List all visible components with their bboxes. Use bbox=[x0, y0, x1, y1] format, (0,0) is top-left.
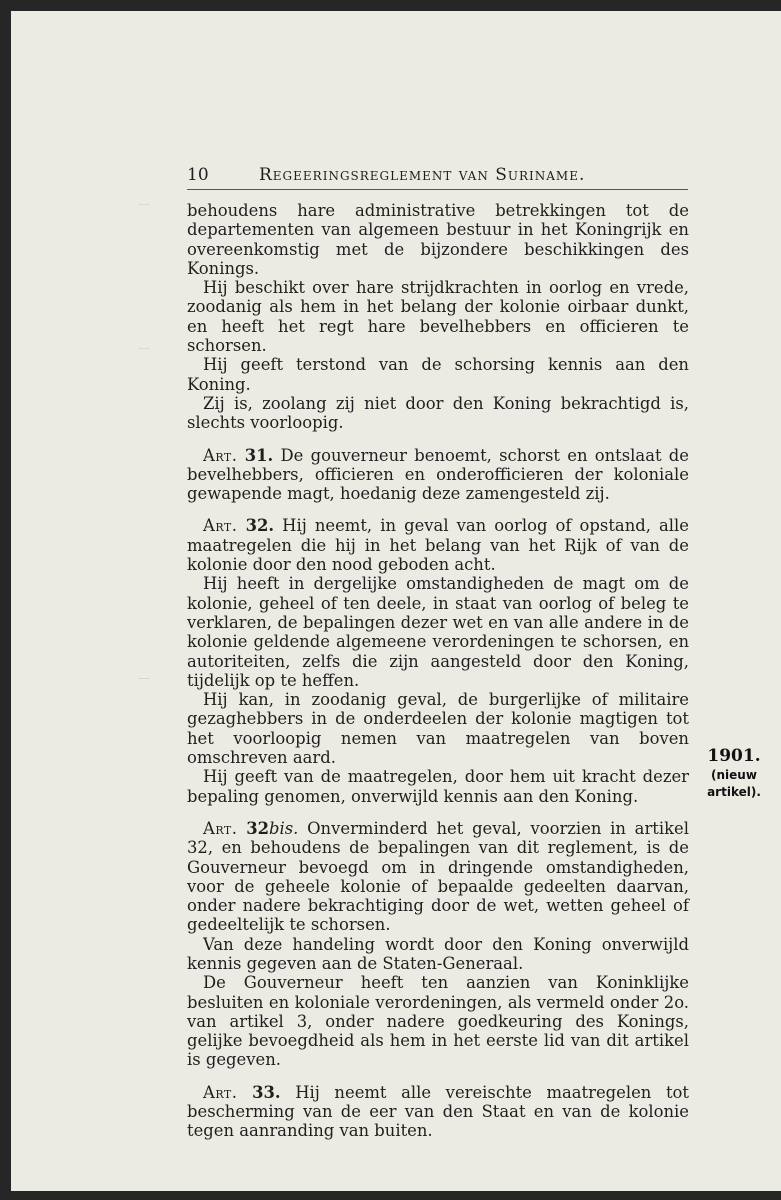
paragraph bbox=[187, 690, 689, 767]
paragraph bbox=[187, 574, 689, 690]
show-through-mark: — bbox=[138, 671, 150, 685]
paragraph bbox=[187, 278, 689, 355]
paragraph bbox=[187, 935, 689, 974]
article-paragraph bbox=[187, 1083, 689, 1141]
paragraph-text: behoudens hare administrative betrekkingen tot de departementen van algemeen bestuur in het Koningrijk en overeenkomstig met de bijzondere beschikkingen des Konings. bbox=[187, 201, 689, 278]
article-paragraph bbox=[187, 516, 689, 574]
article-number: 32 bbox=[246, 818, 270, 838]
paragraph-text: Hij geeft terstond van de schorsing kennis aan den Koning. bbox=[187, 355, 689, 394]
article-text bbox=[187, 201, 689, 1141]
article-number-suffix: bis. bbox=[269, 818, 299, 838]
paragraph-text: Van deze handeling wordt door den Koning onverwijld kennis gegeven aan de Staten-Generaal. bbox=[187, 934, 689, 973]
page-header bbox=[187, 163, 688, 190]
article-paragraph bbox=[187, 819, 689, 935]
margin-note-year: 1901. bbox=[707, 746, 761, 766]
page-number: 10 bbox=[187, 165, 209, 185]
margin-note-line: artikel). bbox=[707, 785, 761, 799]
document-page bbox=[11, 11, 781, 1191]
paragraph-text: Zij is, zoolang zij niet door den Koning bekrachtigd is, slechts voorloopig. bbox=[187, 393, 689, 433]
paragraph-text: Onverminderd het geval, voorzien in artikel 32, en behoudens de bepalingen van dit reglement, is de Gouverneur bevoegd om in dringende omstandigheden, voor de geheele kolonie of bepaalde gedeelten daarvan, onder nadere bekrachtiging door de wet, wetten geheel of gedeeltelijk te schorsen. bbox=[187, 818, 689, 935]
show-through-mark: — bbox=[138, 197, 150, 211]
article-paragraph bbox=[187, 446, 689, 504]
paragraph bbox=[187, 767, 689, 806]
paragraph bbox=[187, 355, 689, 394]
paragraph-text: Hij beschikt over hare strijdkrachten in oorlog en vrede, zoodanig als hem in het belang der kolonie oirbaar dunkt, en heeft het regt hare bevelhebbers en officieren te schorsen. bbox=[187, 278, 689, 356]
paragraph-text: Hij neemt alle vereischte maatregelen tot bescherming van de eer van den Staat en van de kolonie tegen aanranding van buiten. bbox=[187, 1082, 689, 1141]
paragraph-text: De Gouverneur heeft ten aanzien van Koninklijke besluiten en koloniale verordeningen, als vermeld onder 2o. van artikel 3, onder nadere goedkeuring des Konings, gelijke bevoegdheid als hem in het eerste lid van dit artikel is gegeven. bbox=[187, 973, 689, 1070]
paragraph-text: De gouverneur benoemt, schorst en ontslaat de bevelhebbers, officieren en onderofficieren der koloniale gewapende magt, hoedanig deze zamengesteld zij. bbox=[187, 445, 689, 504]
show-through-mark: — bbox=[138, 341, 150, 355]
running-title: Regeeringsreglement van Suriname. bbox=[259, 165, 586, 185]
article-label: Art. bbox=[203, 818, 238, 838]
paragraph-text: Hij kan, in zoodanig geval, de burgerlijke of militaire gezaghebbers in de onderdeelen der kolonie magtigen tot het voorloopig nemen van maatregelen van boven omschreven aard. bbox=[187, 690, 689, 768]
article-number: 31. bbox=[244, 445, 274, 465]
article-label: Art. bbox=[203, 1082, 238, 1102]
margin-note bbox=[689, 745, 779, 801]
article-label: Art. bbox=[203, 516, 238, 536]
paragraph bbox=[187, 201, 689, 278]
article-label: Art. bbox=[203, 445, 238, 465]
paragraph-text: Hij geeft van de maatregelen, door hem uit kracht dezer bepaling genomen, onverwijld kennis aan den Koning. bbox=[187, 767, 689, 806]
paragraph-text: Hij heeft in dergelijke omstandigheden de magt om de kolonie, geheel of ten deele, in staat van oorlog of beleg te verklaren, de bepalingen dezer wet en van alle andere in de kolonie geldende algemeene verordeningen te schorsen, en autoriteiten, zelfs die zijn aangesteld door den Koning, tijdelijk op te heffen. bbox=[187, 574, 689, 690]
article-number: 32. bbox=[245, 516, 275, 536]
paragraph-text: Hij neemt, in geval van oorlog of opstand, alle maatregelen die hij in het belang van het Rijk of van de kolonie door den nood geboden acht. bbox=[187, 516, 689, 575]
margin-note-line: (nieuw bbox=[711, 768, 757, 782]
article-number: 33. bbox=[252, 1082, 281, 1102]
paragraph bbox=[187, 973, 689, 1069]
paragraph bbox=[187, 394, 689, 433]
